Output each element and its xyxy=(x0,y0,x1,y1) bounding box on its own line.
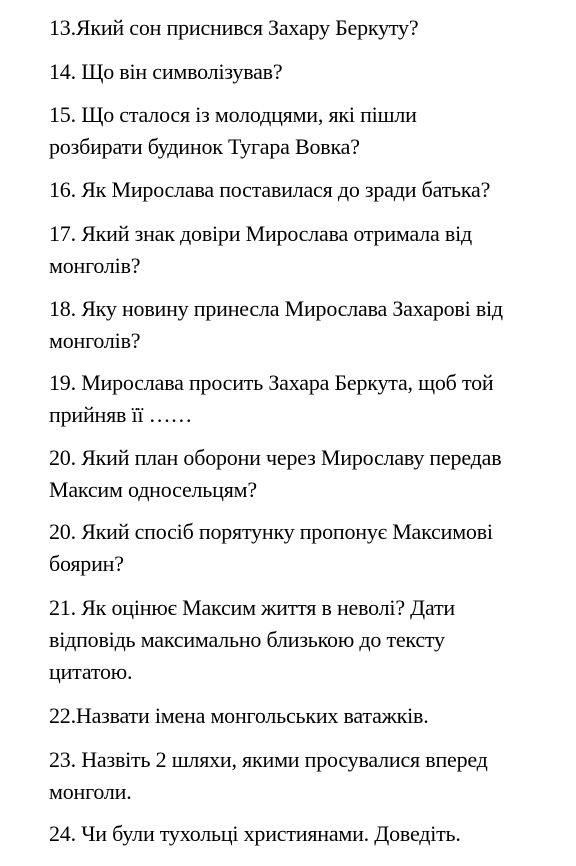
question-line: боярин? xyxy=(49,551,124,576)
question-line: 13.Який сон приснився Захару Беркуту? xyxy=(49,15,419,40)
question-line: 16. Як Мирослава поставилася до зради батька? xyxy=(49,177,491,202)
question-15 xyxy=(49,99,564,163)
question-20b xyxy=(49,516,564,580)
question-line: 21. Як оцінює Максим життя в неволі? Дати xyxy=(49,595,455,620)
question-line: монголів? xyxy=(49,328,141,353)
question-line: 20. Який спосіб порятунку пропонує Максимові xyxy=(49,519,493,544)
question-21 xyxy=(49,592,564,688)
question-20a xyxy=(49,442,564,506)
question-14 xyxy=(49,56,564,88)
question-19 xyxy=(49,367,564,431)
question-line: цитатою. xyxy=(49,659,133,684)
question-line: 24. Чи були тухольці християнами. Доведіть. xyxy=(49,821,461,846)
question-24 xyxy=(49,818,564,850)
question-17 xyxy=(49,218,564,282)
question-line: 14. Що він символізував? xyxy=(49,59,283,84)
question-23 xyxy=(49,744,564,808)
question-line: 15. Що сталося із молодцями, які пішли xyxy=(49,102,417,127)
question-line: 19. Мирослава просить Захара Беркута, щоб той xyxy=(49,370,494,395)
question-18 xyxy=(49,293,564,357)
question-line: 17. Який знак довіри Мирослава отримала від xyxy=(49,221,472,246)
question-13 xyxy=(49,12,564,44)
question-line: 23. Назвіть 2 шляхи, якими просувалися вперед xyxy=(49,747,488,772)
question-line: 18. Яку новину принесла Мирослава Захарові від xyxy=(49,296,503,321)
question-16 xyxy=(49,174,564,206)
question-line: прийняв її …… xyxy=(49,402,193,427)
question-line: 22.Назвати імена монгольських ватажків. xyxy=(49,703,429,728)
question-line: монголи. xyxy=(49,779,132,804)
question-line: 20. Який план оборони через Мирославу передав xyxy=(49,445,502,470)
question-line: Максим односельцям? xyxy=(49,477,257,502)
question-22 xyxy=(49,700,564,732)
question-line: відповідь максимально близькою до тексту xyxy=(49,627,445,652)
question-line: розбирати будинок Тугара Вовка? xyxy=(49,134,360,159)
question-line: монголів? xyxy=(49,253,141,278)
